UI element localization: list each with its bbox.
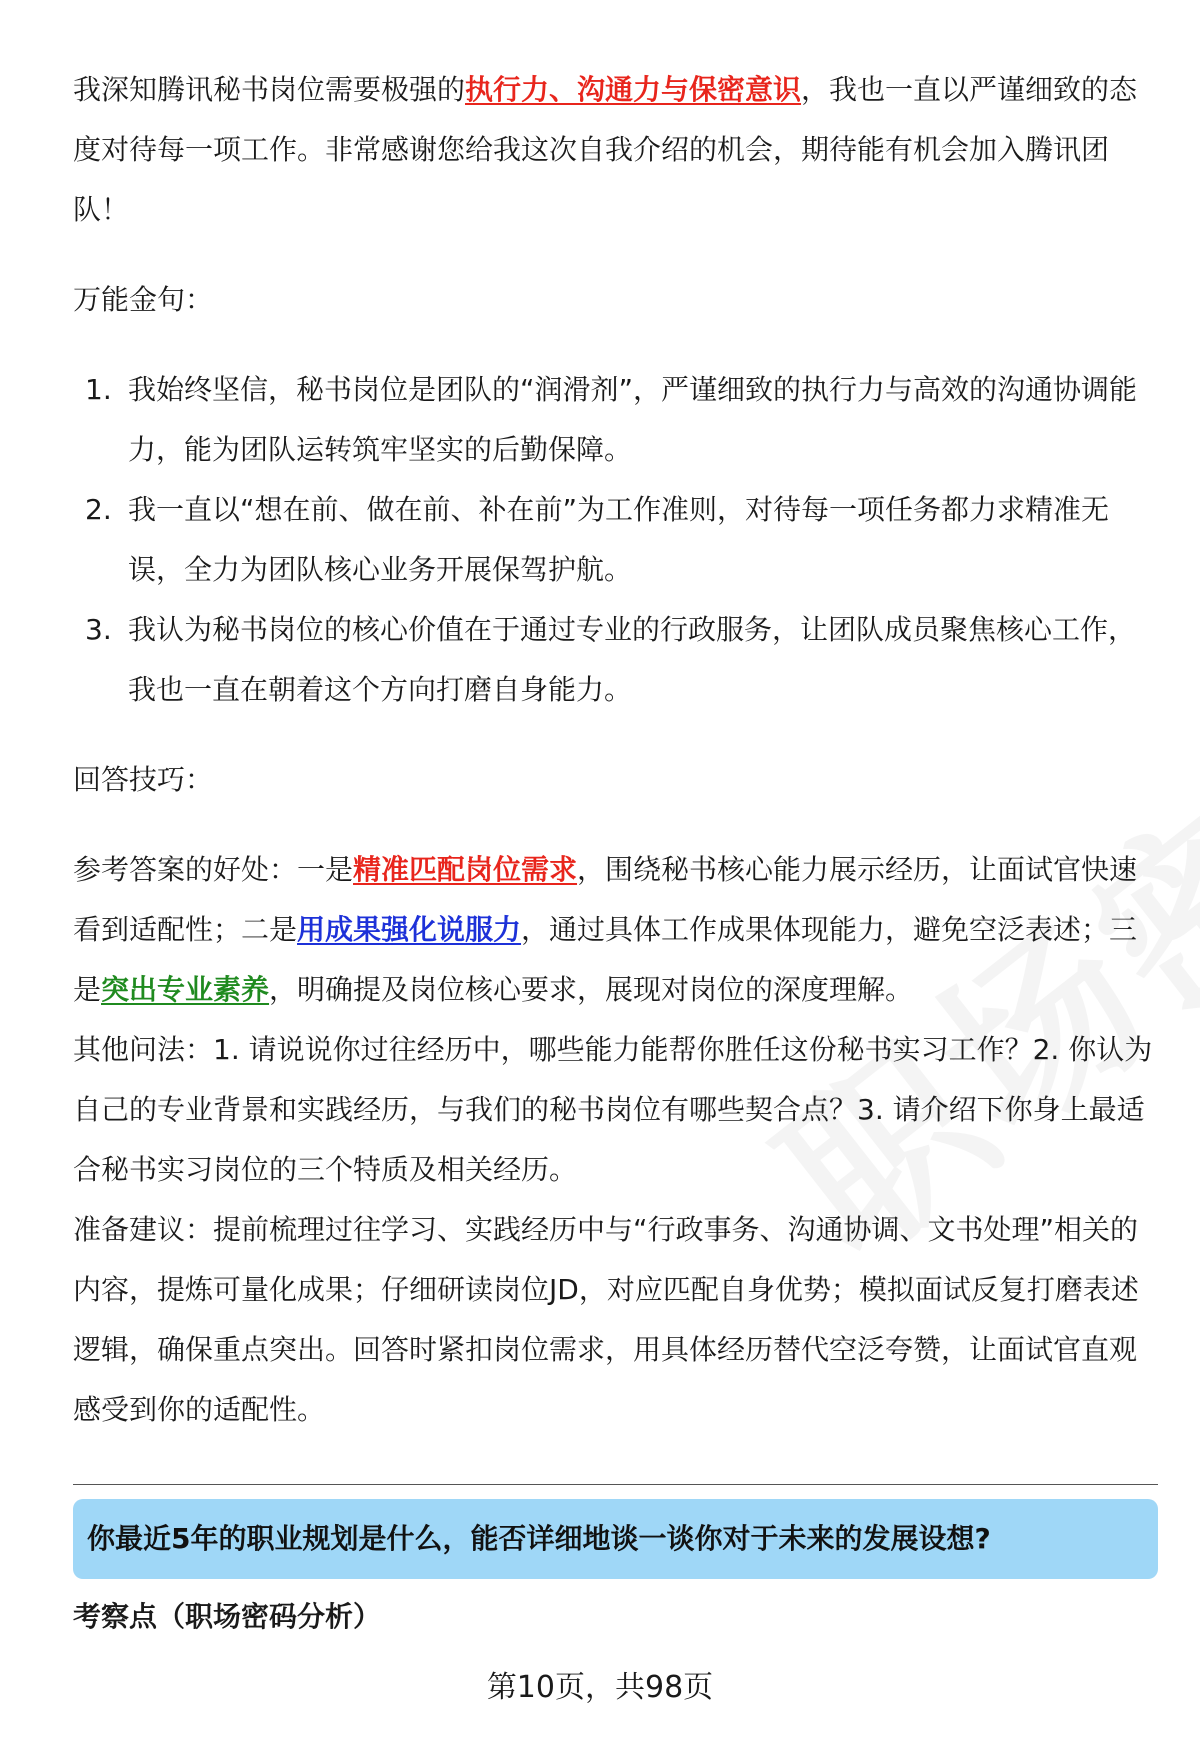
page-number-footer: 第10页，共98页: [486, 1670, 714, 1705]
intro-text-b: ，我也一直以严谨细致的态度对待每一项工作。非常感谢您给我这次自我介绍的机会，期待能有机会加入腾讯团队！: [73, 73, 1138, 226]
document-page: [73, 60, 1158, 1647]
highlight-results-persuasion: 用成果强化说服力: [297, 913, 522, 946]
list-text: 我一直以“想在前、做在前、补在前”为工作准则，对待每一项任务都力求精准无误，全力为团队核心业务开展保驾护航。: [128, 493, 1110, 586]
highlight-execution-communication-confidentiality: 执行力、沟通力与保密意识: [465, 73, 802, 106]
preparation-advice-paragraph: 准备建议：提前梳理过往学习、实践经历中与“行政事务、沟通协调、文书处理”相关的内容，提炼可量化成果；仔细研读岗位JD，对应匹配自身优势；模拟面试反复打磨表述逻辑，确保重点突出。回答时紧扣岗位需求，用具体经历替代空泛夸赞，让面试官直观感受到你的适配性。: [73, 1213, 1139, 1426]
list-item: [73, 600, 1158, 720]
analysis-section-title: 考察点（职场密码分析）: [73, 1600, 382, 1633]
list-number: 3.: [85, 613, 112, 646]
highlight-match-requirements: 精准匹配岗位需求: [353, 853, 578, 886]
list-item: [73, 480, 1158, 600]
tips-text-3: ，通过具体工作成果体现能力，避免空泛表述；三是: [73, 913, 1138, 1006]
list-text: 我认为秘书岗位的核心价值在于通过专业的行政服务，让团队成员聚焦核心工作，我也一直在朝着这个方向打磨自身能力。: [128, 613, 1137, 706]
tips-text-2: ，围绕秘书核心能力展示经历，让面试官快速看到适配性；二是: [73, 853, 1138, 946]
tips-benefits-paragraph: [73, 840, 1158, 1020]
golden-heading: 万能金句：: [73, 283, 214, 316]
intro-paragraph: [73, 60, 1158, 240]
intro-text-a: 我深知腾讯秘书岗位需要极强的: [73, 73, 466, 106]
tips-heading: 回答技巧：: [73, 763, 214, 796]
highlight-professionalism: 突出专业素养: [101, 973, 270, 1006]
tips-text-1: 参考答案的好处：一是: [73, 853, 354, 886]
other-questions-paragraph: 其他问法：1. 请说说你过往经历中，哪些能力能帮你胜任这份秘书实习工作？2. 你认为自己的专业背景和实践经历，与我们的秘书岗位有哪些契合点？3. 请介绍下你身上最适合秘书实习岗位的三个特质及相关经历。: [73, 1033, 1153, 1186]
tips-text-4: ，明确提及岗位核心要求，展现对岗位的深度理解。: [269, 973, 914, 1006]
list-text: 我始终坚信，秘书岗位是团队的“润滑剂”，严谨细致的执行力与高效的沟通协调能力，能为团队运转筑牢坚实的后勤保障。: [128, 373, 1138, 466]
list-item: [73, 360, 1158, 480]
golden-sentences-list: [73, 360, 1158, 720]
question-box: 你最近5年的职业规划是什么，能否详细地谈一谈你对于未来的发展设想?: [73, 1499, 1158, 1579]
list-number: 1.: [85, 373, 112, 406]
section-divider: [73, 1484, 1158, 1485]
list-number: 2.: [85, 493, 112, 526]
